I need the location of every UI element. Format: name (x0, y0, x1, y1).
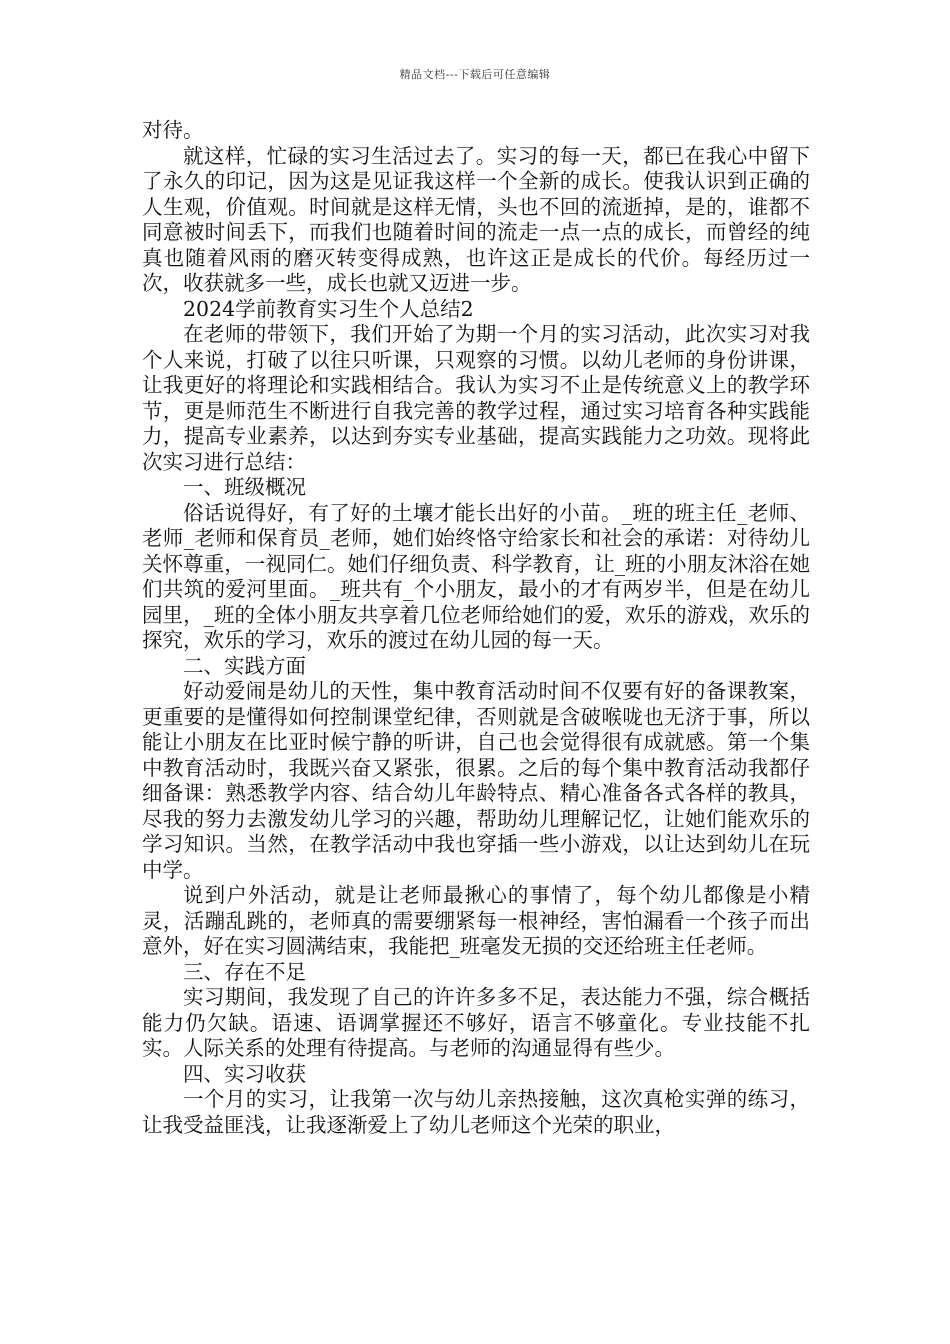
paragraph-intro: 在老师的带领下，我们开始了为期一个月的实习活动，此次实习对我个人来说，打破了以往只听课，只观察的习惯。以幼儿老师的身份讲课，让我更好的将理论和实践相结合。我认为实习不止是传统意义上的教学环节，更是师范生不断进行自我完善的教学过程，通过实习培育各种实践能力，提高专业素养，以达到夯实专业基础，提高实践能力之功效。现将此次实习进行总结： (142, 322, 810, 474)
paragraph-continuation: 对待。 (142, 118, 204, 142)
document-body (142, 118, 810, 1138)
heading-shortcomings: 三、存在不足 (183, 959, 306, 984)
page-header: 精品文档---下载后可任意编辑 (399, 68, 551, 81)
paragraph-practice: 好动爱闹是幼儿的天性，集中教育活动时间不仅要有好的备课教案，更重要的是懂得如何控制课堂纪律，否则就是含破喉咙也无济于事，所以能让小朋友在比亚时候宁静的听讲，自己也会觉得很有成就感。第一个集中教育活动时，我既兴奋又紧张，很累。之后的每个集中教育活动我都仔细备课：熟悉教学内容、结合幼儿年龄特点、精心准备各式各样的教具，尽我的努力去激发幼儿学习的兴趣，帮助幼儿理解记忆，让她们能欢乐的学习知识。当然，在教学活动中我也穿插一些小游戏，以让达到幼儿在玩中学。 (142, 679, 810, 882)
heading-practice: 二、实践方面 (183, 653, 306, 678)
paragraph-class-overview: 俗话说得好，有了好的土壤才能长出好的小苗。_班的班主任_老师、老师_老师和保育员_老师，她们始终恪守给家长和社会的承诺：对待幼儿关怀尊重，一视同仁。她们仔细负责、科学教育，让_班的小朋友沐浴在她们共筑的爱河里面。_班共有_个小朋友，最小的才有两岁半，但是在幼儿园里，_班的全体小朋友共享着几位老师给她们的爱，欢乐的游戏，欢乐的探究，欢乐的学习，欢乐的渡过在幼儿园的每一天。 (142, 500, 810, 652)
paragraph-gains: 一个月的实习，让我第一次与幼儿亲热接触，这次真枪实弹的练习，让我受益匪浅，让我逐渐爱上了幼儿老师这个光荣的职业， (142, 1087, 810, 1137)
paragraph-shortcomings: 实习期间，我发现了自己的许许多多不足，表达能力不强，综合概括能力仍欠缺。语速、语调掌握还不够好，语言不够童化。专业技能不扎实。人际关系的处理有待提高。与老师的沟通显得有些少。 (142, 985, 810, 1060)
section-title: 2024学前教育实习生个人总结2 (183, 296, 474, 321)
paragraph-outdoor: 说到户外活动，就是让老师最揪心的事情了，每个幼儿都像是小精灵，活蹦乱跳的，老师真的需要绷紧每一根神经，害怕漏看一个孩子而出意外，好在实习圆满结束，我能把_班毫发无损的交还给班主任老师。 (142, 883, 810, 958)
paragraph-growth-reflection: 就这样，忙碌的实习生活过去了。实习的每一天，都已在我心中留下了永久的印记，因为这是见证我这样一个全新的成长。使我认识到正确的人生观，价值观。时间就是这样无情，头也不回的流逝掉，是的，谁都不同意被时间丢下，而我们也随着时间的流走一点一点的成长，而曾经的纯真也随着风雨的磨灭转变得成熟，也许这正是成长的代价。每经历过一次，收获就多一些，成长也就又迈进一步。 (142, 143, 810, 295)
heading-gains: 四、实习收获 (183, 1061, 306, 1086)
heading-class-overview: 一、班级概况 (183, 475, 306, 499)
